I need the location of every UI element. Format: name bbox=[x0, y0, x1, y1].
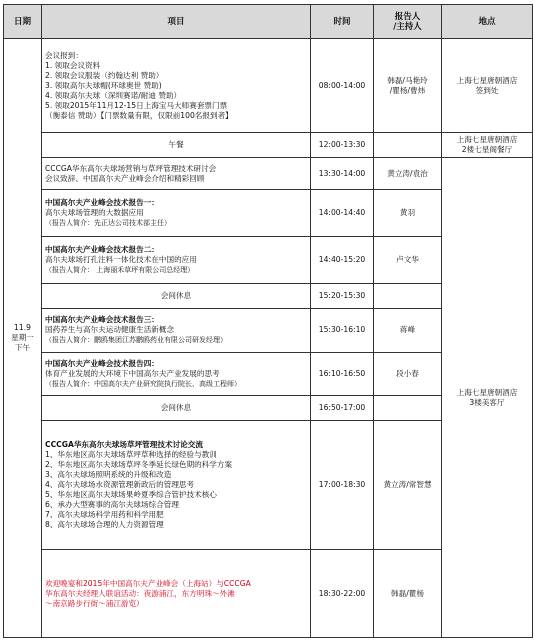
dinner-line: ～南京路步行街～浦江游览） bbox=[45, 598, 144, 608]
report-2-bio: （报告人简介： 上海丽禾草坪有限公司总经理） bbox=[45, 266, 195, 275]
registration-line: （衡泰信 赞助）【门票数量有限，仅限前100名报到者】 bbox=[45, 110, 233, 120]
main-hall-location-line1: 上海七星唐朝酒店 bbox=[456, 387, 518, 397]
header-time: 时间 bbox=[311, 5, 374, 39]
report-4-topic: 体育产业发展的大环境下中国高尔夫产业发展的思考 bbox=[45, 369, 220, 379]
registration-line: 2. 领取会议服装（约翰达利 赞助） bbox=[45, 70, 164, 80]
break-1-presenter bbox=[374, 283, 442, 308]
report-4-title: 中国高尔夫产业峰会技术报告四： bbox=[45, 359, 159, 369]
report-2-time: 14:40-15:20 bbox=[311, 237, 374, 284]
discussion-presenter: 黄立涛/常智慧 bbox=[374, 421, 442, 550]
registration-line: 4. 领取高尔夫球（深圳赛诺/耐迪 赞助） bbox=[45, 90, 182, 100]
report-4-time: 16:10-16:50 bbox=[311, 352, 374, 396]
agenda-table bbox=[3, 4, 533, 638]
discussion-item bbox=[42, 421, 311, 550]
header-date: 日期 bbox=[4, 5, 42, 39]
dinner-time: 18:30-22:00 bbox=[311, 550, 374, 638]
opening-item bbox=[42, 158, 311, 190]
table-row bbox=[4, 158, 533, 190]
break-2-presenter bbox=[374, 396, 442, 421]
report-2-presenter: 卢文华 bbox=[374, 237, 442, 284]
weekday-text: 星期一 bbox=[11, 333, 34, 343]
report-2-item bbox=[42, 237, 311, 284]
lunch-time: 12:00-13:30 bbox=[311, 133, 374, 158]
break-2-item: 会间休息 bbox=[42, 396, 311, 421]
dinner-line: 华东高尔夫经理人联谊活动：夜游浦江，东方明珠～外滩 bbox=[45, 588, 235, 598]
report-4-presenter: 段小春 bbox=[374, 352, 442, 396]
opening-line2: 会议致辞、中国高尔夫产业峰会介绍和精彩回顾 bbox=[45, 173, 205, 183]
registration-line: 3. 领取高尔夫球帽(环球奥世 赞助) bbox=[45, 80, 162, 90]
registration-line: 会议报到： bbox=[45, 50, 83, 60]
discussion-title: CCCGA华东高尔夫球场草坪管理技术讨论交流 bbox=[45, 440, 203, 450]
main-hall-location-line2: 3楼美客厅 bbox=[469, 397, 505, 407]
registration-line: 1. 领取会议资料 bbox=[45, 60, 101, 70]
discussion-time: 17:00-18:30 bbox=[311, 421, 374, 550]
header-presenter-line1: 报告人 bbox=[394, 11, 421, 22]
report-3-item bbox=[42, 308, 311, 352]
discussion-topic: 1、华东地区高尔夫球场草坪草种选择的经验与教训 bbox=[45, 450, 217, 460]
opening-presenter: 黄立涛/袁治 bbox=[374, 158, 442, 190]
lunch-item: 午餐 bbox=[42, 133, 311, 158]
discussion-topic: 3、高尔夫球场照明系统的升级和改造 bbox=[45, 470, 172, 480]
report-3-presenter: 蒋峰 bbox=[374, 308, 442, 352]
header-presenter-line2: /主持人 bbox=[393, 21, 422, 32]
header-location: 地点 bbox=[442, 5, 533, 39]
discussion-topic: 5、华东地区高尔夫球场果岭夏季综合管护技术核心 bbox=[45, 490, 217, 500]
lunch-location bbox=[442, 133, 533, 158]
header-row bbox=[4, 5, 533, 39]
registration-item bbox=[42, 39, 311, 133]
registration-presenter bbox=[374, 39, 442, 133]
header-item: 项目 bbox=[42, 5, 311, 39]
date-text: 11.9 bbox=[14, 323, 31, 333]
registration-location-line1: 上海七星唐朝酒店 bbox=[456, 75, 518, 85]
break-1-item: 会间休息 bbox=[42, 283, 311, 308]
report-1-bio: （报告人简介：先正达公司技术部主任） bbox=[45, 219, 171, 228]
discussion-topic: 2、华东地区高尔夫球场草坪冬季延长绿色期的科学方案 bbox=[45, 460, 233, 470]
report-2-topic: 高尔夫球场打孔注料一体化技术在中国的应用 bbox=[45, 255, 197, 265]
period-text: 下午 bbox=[14, 343, 31, 353]
report-3-bio: （报告人简介：鹏鸥集团江苏鹏鸥药业有限公司研发经理） bbox=[45, 336, 227, 345]
report-3-title: 中国高尔夫产业峰会技术报告三： bbox=[45, 315, 159, 325]
dinner-line: 欢迎晚宴和2015年中国高尔夫产业峰会（上海站）与CCCGA bbox=[45, 578, 251, 588]
report-3-time: 15:30-16:10 bbox=[311, 308, 374, 352]
registration-line: 5. 领取2015年11月12-15日上海宝马大师赛套票门票 bbox=[45, 100, 228, 110]
header-presenter bbox=[374, 5, 442, 39]
report-1-topic: 高尔夫球场管理的大数据应用 bbox=[45, 208, 144, 218]
registration-presenter-line1: 韩磊/马艳玲 bbox=[387, 75, 428, 85]
lunch-location-line2: 2楼七星阁餐厅 bbox=[461, 145, 513, 155]
registration-time: 08:00-14:00 bbox=[311, 39, 374, 133]
lunch-presenter bbox=[374, 133, 442, 158]
report-3-topic: 国药养生与高尔夫运动健康生活新概念 bbox=[45, 325, 175, 335]
dinner-presenter: 韩磊/瞿杨 bbox=[374, 550, 442, 638]
registration-location bbox=[442, 39, 533, 133]
main-hall-location bbox=[442, 158, 533, 638]
break-1-time: 15:20-15:30 bbox=[311, 283, 374, 308]
table-row bbox=[4, 39, 533, 133]
opening-time: 13:30-14:00 bbox=[311, 158, 374, 190]
date-cell bbox=[4, 39, 42, 638]
report-1-presenter: 黄羽 bbox=[374, 190, 442, 237]
discussion-topic: 7、高尔夫球场科学用药和科学用肥 bbox=[45, 510, 164, 520]
report-4-item bbox=[42, 352, 311, 396]
discussion-topic: 4、高尔夫球场水资源管理新政后的管理思考 bbox=[45, 480, 195, 490]
registration-presenter-line2: /瞿杨/曹炜 bbox=[389, 85, 426, 95]
opening-line1: CCCGA华东高尔夫球场营销与草坪管理技术研讨会 bbox=[45, 163, 217, 173]
discussion-topic: 6、承办大型赛事的高尔夫球场综合管理 bbox=[45, 500, 179, 510]
registration-location-line2: 签到处 bbox=[475, 85, 499, 95]
break-2-time: 16:50-17:00 bbox=[311, 396, 374, 421]
dinner-item bbox=[42, 550, 311, 638]
report-1-time: 14:00-14:40 bbox=[311, 190, 374, 237]
discussion-topic: 8、高尔夫球场合理的人力资源管理 bbox=[45, 520, 164, 530]
report-1-title: 中国高尔夫产业峰会技术报告一： bbox=[45, 198, 159, 208]
lunch-location-line1: 上海七星唐朝酒店 bbox=[456, 135, 518, 145]
table-row bbox=[4, 133, 533, 158]
report-1-item bbox=[42, 190, 311, 237]
report-2-title: 中国高尔夫产业峰会技术报告二： bbox=[45, 245, 159, 255]
report-4-bio: （报告人简介：中国高尔夫产业研究院执行院长、高级工程师） bbox=[45, 380, 241, 389]
